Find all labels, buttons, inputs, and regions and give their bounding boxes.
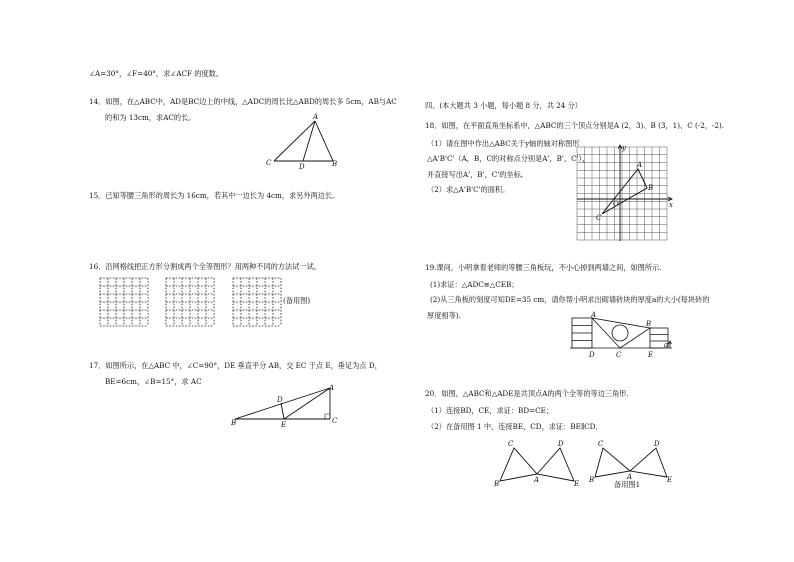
q20-label-e: E: [574, 480, 580, 488]
q18-part1-c: 并直接写出A'，B'，C'的坐标。: [427, 170, 528, 179]
q16: 16．沿网格线把正方形分割成两个全等图形？用两种不同的方法试一试。: [89, 262, 321, 271]
q19-label-a: A: [591, 311, 597, 319]
q18-origin: O: [613, 200, 619, 208]
q19-line1: 19.课间，小明拿着老师的等腰三角板玩，不小心掉到两墙之间，如图所示.: [425, 263, 662, 272]
q18-label-c: C: [596, 214, 602, 222]
q17-line2: BE=6cm，∠B=15°，求 AC: [105, 377, 202, 386]
q17-label-c: C: [332, 417, 338, 425]
q20-label-b: B: [494, 480, 500, 488]
q18-part1-b: △A'B'C'（A，B，C的对称点分别是A'，B'，C'），: [427, 154, 590, 163]
q20-backup-label-c: C: [598, 440, 604, 448]
q15: 15．已知等腰三角形的周长为 16cm，若其中一边长为 4cm，求另外两边长。: [89, 191, 340, 200]
q18-label-b: B: [648, 184, 654, 192]
q18-part2: （2）求△A'B'C'的面积。: [427, 185, 510, 194]
q14-label-d: D: [299, 163, 305, 171]
q20-part1: （1）连接BD，CE，求证：BD=CE；: [427, 406, 554, 415]
q20-backup-label-a: A: [627, 473, 633, 481]
q20-backup-label-b: B: [589, 476, 595, 484]
q20-label-c: C: [508, 440, 514, 448]
q19-label-a-thickness: a: [664, 341, 669, 349]
q17-label-e: E: [281, 421, 287, 429]
q18-line1: 18．如图，在平面直角坐标系中，△ABC的三个顶点分别是A (2，3)、B (3，1)、C (-2，-2).: [425, 121, 725, 130]
q19-part1: (1)求证：△ADC≌△CEB；: [430, 280, 519, 289]
q13-tail: ∠A=30°，∠F=40°，求∠ACF 的度数。: [89, 69, 224, 78]
q19-part2b: 厚度相等).: [427, 311, 461, 320]
q17-label-b: B: [231, 419, 237, 427]
q16-backup-label: (备用图): [283, 296, 311, 305]
q20-backup-label-e: E: [667, 476, 673, 484]
q19-label-d: D: [589, 351, 595, 359]
q14-label-c: C: [266, 159, 272, 167]
q19-label-c: C: [616, 351, 622, 359]
q20-label-a: A: [534, 476, 540, 484]
q18-axis-x: x: [669, 201, 673, 209]
q19-part2a: (2)从三角板的刻度可知DE=35 cm，请你帮小明求出砌墙砖块的厚度a的大小(每块砖的: [430, 295, 710, 304]
q20-part2: （2）在备用图 1 中，连接BE，CD，求证：BE∥CD．: [427, 422, 603, 431]
q19-label-e: E: [648, 351, 654, 359]
q20-backup-label-d: D: [654, 440, 660, 448]
q14-line2: 的和为 13cm，求AC的长。: [105, 113, 196, 122]
q17-label-a: A: [329, 384, 335, 392]
q17-line1: 17．如图所示，在△ABC 中，∠C=90°，DE 垂直平分 AB，交 EC 于点 E，垂足为点 D，: [89, 361, 382, 370]
q18-label-a: A: [637, 161, 643, 169]
q20-line1: 20．如图，△ABC和△ADE是共顶点A的两个全等的等边三角形．: [425, 389, 634, 398]
q19-label-b: B: [646, 320, 652, 328]
q20-label-d: D: [558, 440, 564, 448]
q18-part1-a: （1）请在图中作出△ABC关于y轴的轴对称图形: [427, 139, 580, 148]
q14-label-a: A: [313, 113, 319, 121]
q17-label-d: D: [277, 396, 283, 404]
q20-backup-caption: 备用图1: [614, 480, 641, 489]
section4-heading: 四、(本大题共 3 小题，每小题 8 分，共 24 分）: [425, 101, 582, 110]
q14-label-b: B: [332, 160, 338, 168]
q18-axis-y: y: [622, 144, 626, 152]
q14-line1: 14．如图，在△ABC中，AD是BC边上的中线，△ADC的周长比△ABD的周长多 5cm，AB与AC: [89, 97, 397, 106]
